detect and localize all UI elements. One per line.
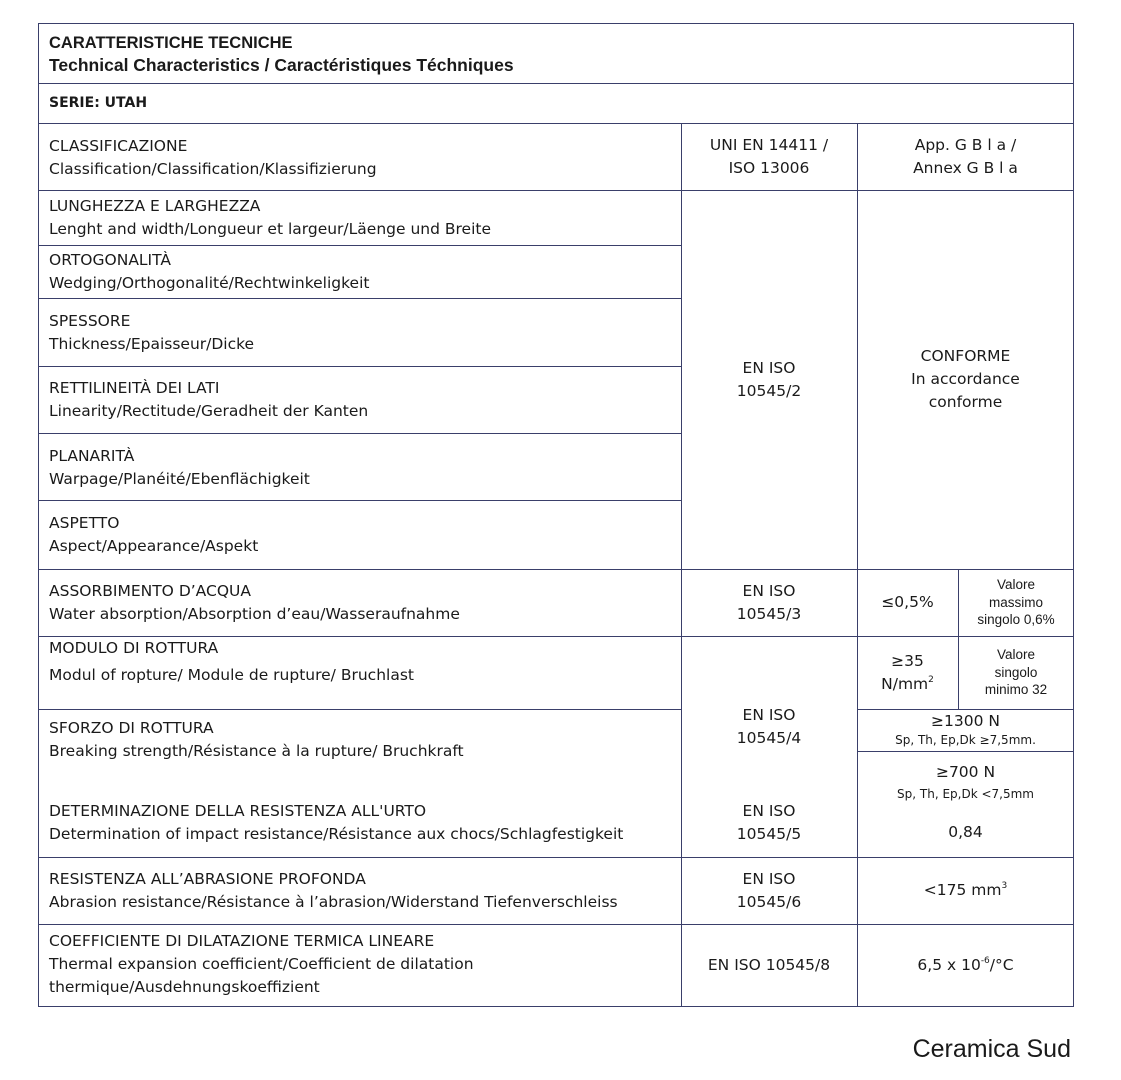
row-urto — [38, 800, 681, 846]
value-dilatazione — [857, 924, 1074, 1006]
norm-dilatazione — [681, 924, 857, 1006]
norm-urto — [681, 800, 857, 846]
border-line — [38, 298, 681, 299]
label-it: PLANARITÀ — [49, 447, 135, 465]
unit-exponent: 2 — [928, 674, 934, 685]
note-line: Valore — [996, 647, 1036, 663]
border-line — [38, 1006, 1074, 1007]
norm-assorbimento — [681, 569, 857, 636]
note-line: minimo 32 — [984, 682, 1048, 698]
label-en: Linearity/Rectitude/Geradheit der Kanten — [49, 402, 369, 420]
label-en: Breaking strength/Résistance à la rupture/ Bruchkraft — [49, 742, 464, 760]
row-spessore — [38, 310, 681, 356]
note-line: singolo — [994, 664, 1038, 680]
label-en: Warpage/Planéité/Ebenflächigkeit — [49, 470, 310, 488]
label-en: Abrasion resistance/Résistance à l’abrasion/Widerstand Tiefenverschleiss — [49, 893, 618, 911]
value-urto — [857, 820, 1074, 844]
value-line: In accordance — [911, 370, 1020, 388]
label-en: Aspect/Appearance/Aspekt — [49, 537, 259, 555]
label-it: SFORZO DI ROTTURA — [49, 719, 214, 737]
value-classificazione — [857, 123, 1074, 190]
label-it: COEFFICIENTE DI DILATAZIONE TERMICA LINEARE — [49, 932, 435, 950]
label-it: SPESSORE — [49, 312, 131, 330]
label-it: RETTILINEITÀ DEI LATI — [49, 379, 220, 397]
value-assorbimento — [857, 569, 958, 636]
border-line — [38, 500, 681, 501]
unit-text: N/mm — [881, 674, 929, 693]
unit-exponent: 3 — [1001, 881, 1008, 891]
label-en: Lenght and width/Longueur et largeur/Läenge und Breite — [49, 220, 491, 238]
border-line — [38, 709, 681, 710]
row-abrasione — [38, 868, 681, 914]
value-line: ≤0,5% — [881, 593, 934, 611]
label-en-line2: thermique/Ausdehnungskoeffizient — [49, 978, 320, 996]
value-line: 0,84 — [948, 822, 983, 841]
value-abrasione — [857, 857, 1074, 924]
label-en: Water absorption/Absorption d’eau/Wasseraufnahme — [49, 605, 460, 623]
value-line: ≥1300 N — [931, 712, 1000, 730]
row-assorbimento — [38, 580, 681, 626]
norm-rottura — [681, 636, 857, 817]
serie-label: SERIE: UTAH — [49, 94, 148, 111]
value-exponent: -6 — [980, 955, 990, 966]
norm-line: EN ISO — [742, 869, 796, 888]
value-modulo — [857, 636, 958, 709]
note-modulo — [958, 636, 1074, 709]
note-line: singolo 0,6% — [977, 612, 1055, 628]
row-dilatazione — [38, 930, 681, 999]
norm-line: 10545/2 — [736, 381, 802, 400]
table-title — [49, 33, 1049, 76]
label-en-line1: Thermal expansion coefficient/Coefficient de dilatation — [49, 955, 474, 973]
label-it: ORTOGONALITÀ — [49, 251, 171, 269]
brand-name: Ceramica Sud — [912, 1035, 1071, 1063]
label-en: Modul of ropture/ Module de rupture/ Bruchlast — [49, 666, 414, 684]
border-line — [857, 751, 1074, 752]
label-en: Wedging/Orthogonalité/Rechtwinkeligkeit — [49, 274, 370, 292]
label-it: DETERMINAZIONE DELLA RESISTENZA ALL'URTO — [49, 802, 427, 820]
label-it: ASPETTO — [49, 514, 120, 532]
row-rettilineita — [38, 377, 681, 423]
norm-line: 10545/4 — [736, 728, 802, 747]
label-en: Classification/Classification/Klassifizierung — [49, 160, 377, 178]
row-modulo — [38, 637, 681, 687]
title-en-fr: Technical Characteristics / Caractéristiques Téchniques — [49, 55, 514, 75]
value-line — [917, 954, 1013, 977]
border-line — [38, 433, 681, 434]
value-sforzo-a — [857, 709, 1074, 751]
norm-line: UNI EN 14411 / — [709, 135, 829, 154]
label-en: Determination of impact resistance/Résistance aux chocs/Schlagfestigkeit — [49, 825, 624, 843]
border-line — [38, 23, 1074, 24]
value-text: <175 mm — [923, 881, 1002, 899]
row-planarita — [38, 445, 681, 491]
note-assorbimento — [958, 569, 1074, 636]
label-it: LUNGHEZZA E LARGHEZZA — [49, 197, 261, 215]
row-ortogonalita — [38, 249, 681, 295]
norm-dimensional-group — [681, 190, 857, 569]
label-en: Thickness/Epaisseur/Dicke — [49, 335, 255, 353]
value-line: conforme — [928, 393, 1003, 411]
value-sforzo-b — [857, 759, 1074, 805]
value-line: ≥700 N — [935, 762, 996, 781]
norm-line: 10545/5 — [736, 825, 802, 843]
label-it: ASSORBIMENTO D’ACQUA — [49, 582, 251, 600]
value-note: Sp, Th, Ep,Dk ≥7,5mm. — [895, 733, 1036, 747]
label-it: CLASSIFICAZIONE — [49, 137, 188, 155]
value-line: CONFORME — [920, 347, 1011, 365]
norm-line: EN ISO — [742, 802, 796, 820]
value-line: ≥35 — [891, 651, 924, 670]
norm-line: EN ISO 10545/8 — [707, 955, 831, 974]
row-sforzo — [38, 717, 681, 763]
value-unit: /°C — [989, 955, 1014, 974]
value-unit — [881, 673, 934, 696]
value-text: 6,5 x 10 — [917, 955, 981, 974]
norm-abrasione — [681, 857, 857, 924]
norm-line: 10545/3 — [736, 604, 802, 623]
label-it: MODULO DI ROTTURA — [49, 639, 219, 657]
title-it: CARATTERISTICHE TECNICHE — [49, 34, 293, 52]
value-dimensional-group — [857, 190, 1074, 569]
norm-line: EN ISO — [742, 358, 796, 377]
norm-line: EN ISO — [742, 705, 796, 724]
border-line — [38, 245, 681, 246]
row-aspetto — [38, 512, 681, 558]
label-it: RESISTENZA ALL’ABRASIONE PROFONDA — [49, 870, 366, 888]
note-line: massimo — [988, 594, 1043, 610]
note-line: Valore — [996, 577, 1036, 593]
row-classificazione — [38, 135, 681, 181]
norm-line: ISO 13006 — [728, 158, 810, 177]
value-note: Sp, Th, Ep,Dk <7,5mm — [897, 786, 1034, 801]
value-line — [924, 879, 1007, 902]
border-line — [38, 366, 681, 367]
norm-line: EN ISO — [742, 581, 796, 600]
norm-line: 10545/6 — [736, 892, 802, 911]
row-lunghezza — [38, 195, 681, 241]
norm-classificazione — [681, 123, 857, 190]
tech-sheet-table — [38, 23, 1074, 1007]
value-line: Annex G B l a — [913, 158, 1018, 177]
value-line: App. G B l a / — [914, 135, 1017, 154]
